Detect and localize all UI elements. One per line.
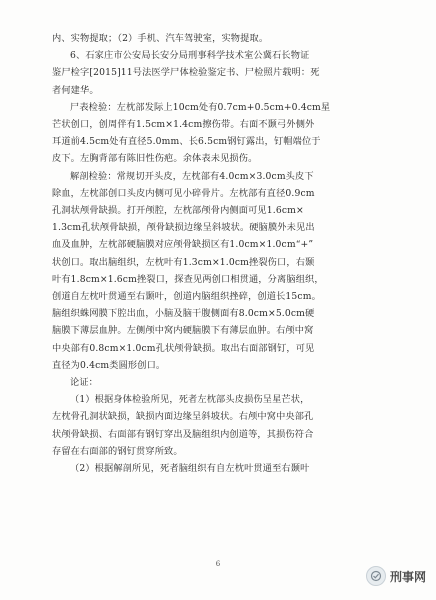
text-line: 血及血肿，左枕部硬脑膜对应颅骨缺损区有1.0cm×1.0cm“+”	[52, 239, 314, 251]
text-line: 者何建华。	[52, 84, 99, 96]
text-line: 鉴尸检字[2015]11号法医学尸体检验鉴定书、尸检照片载明：死	[52, 67, 320, 79]
text-line: 芒状创口，创周伴有1.5cm×1.4cm擦伤带。右面不颞弓外侧外	[52, 119, 315, 131]
text-line: （1）根据身体检验所见，死者左枕部头皮损伤呈星芒状，	[70, 394, 310, 406]
text-line: 创道自左枕叶贯通至右颞叶，创道内脑组织挫碎，创道长15cm。	[52, 291, 321, 303]
text-line: 直径为0.4cm类圆形创口。	[52, 359, 166, 371]
brand-logo-icon	[366, 566, 386, 586]
text-line: 状创口。取出脑组织，左枕叶有1.3cm×1.0cm挫裂伤口，右颞	[52, 256, 315, 268]
text-line: 孔洞状颅骨缺损。打开颅腔，左枕部颅骨内侧面可见1.6cm×	[52, 205, 304, 217]
text-line: 叶有1.8cm×1.6cm挫裂口，探查见两创口相贯通，分离脑组织，	[52, 273, 324, 285]
text-line: 存留在右面部的钢钉贯穿所致。	[52, 445, 183, 457]
watermark	[366, 566, 426, 586]
text-line: 左枕骨孔洞状缺损，缺损内面边缘呈斜坡状。右颅中窝中央部孔	[52, 411, 314, 423]
text-line: 中央部有0.8cm×1.0cm孔状颅骨缺损。取出右面部钢钉，可见	[52, 342, 315, 354]
text-line: 脑膜下薄层血肿。左侧颅中窝内硬脑膜下有薄层血肿。右颅中窝	[52, 325, 314, 337]
text-line: （2）根据解剖所见，死者脑组织有自左枕叶贯通至右颞叶	[70, 463, 310, 475]
text-line: 耳道前4.5cm处有直径5.0mm、长6.5cm钢钉露出，钉帽端位于	[52, 136, 321, 148]
text-line: 皮下。左胸背部有陈旧性伤疤。余体表未见损伤。	[52, 153, 258, 165]
text-line: 6、石家庄市公安局长安分局刑事科学技术室公冀石长物证	[70, 50, 310, 62]
text-line: 论证：	[70, 377, 99, 389]
text-line: 1.3cm孔状颅骨缺损，颅骨缺损边缘呈斜坡状。硬脑膜外未见出	[52, 222, 315, 234]
text-line: 除血，左枕部创口头皮内侧可见小碎骨片。左枕部有直径0.9cm	[52, 187, 315, 199]
page-number: 6	[215, 560, 221, 568]
text-line: 解剖检验：常规切开头皮，左枕部有4.0cm×3.0cm头皮下	[70, 170, 314, 182]
text-line: 状颅骨缺损、右面部有钢钉穿出及脑组织内创道等，其损伤符合	[52, 428, 314, 440]
document-body	[52, 30, 386, 477]
text-line: 脑组织蛛网膜下腔出血，小脑及脑干腹侧面有8.0cm×5.0cm硬	[52, 308, 315, 320]
watermark-label: 刑事网	[389, 569, 426, 584]
text-line: 内、实物提取；（2）手机、汽车驾驶室，实物提取。	[52, 33, 269, 44]
text-line: 尸表检验：左枕部发际上10cm处有0.7cm+0.5cm+0.4cm星	[70, 101, 331, 113]
